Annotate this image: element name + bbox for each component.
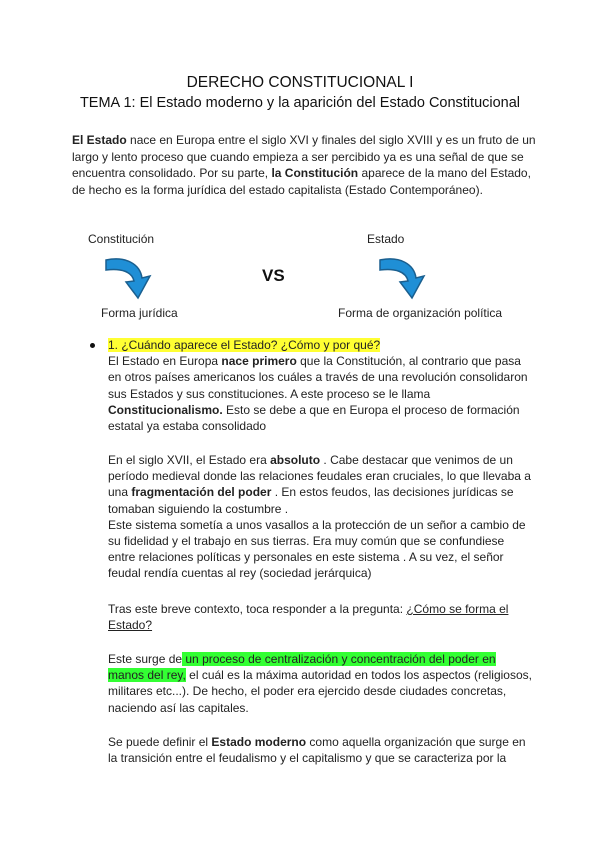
paragraph-6 bbox=[108, 734, 533, 766]
intro-bold-constitucion: la Constitución bbox=[271, 166, 359, 180]
p6-text-a: Se puede definir el bbox=[108, 735, 212, 749]
p5-text-a: Este surge de bbox=[108, 652, 183, 666]
intro-text-1: nace en Europa entre el siglo XVI y finales del siglo XVIII y es un fruto de un largo y lento proceso que cuando empieza a ser percibido ya es una señal de que se encuentra consolidado. Por su parte, bbox=[72, 133, 536, 180]
paragraph-1 bbox=[108, 353, 533, 434]
question-heading bbox=[108, 337, 533, 353]
paragraph-4 bbox=[108, 601, 533, 633]
diagram-label-estado: Estado bbox=[367, 232, 405, 246]
p4-underlined-question: ¿Cómo se forma el Estado? bbox=[108, 602, 509, 633]
intro-text-2: aparece de la mano del Estado, de hecho es la forma jurídica del estado capitalista (Estado Contemporáneo). bbox=[72, 166, 531, 197]
p1-text-e: Esto se debe a que en Europa el proceso de formación estatal ya estaba consolidado bbox=[108, 402, 520, 434]
p2-text-e: . En estos feudos, las decisiones jurídicas se tomaban siguiendo la costumbre . bbox=[108, 485, 514, 516]
paragraph-3: Este sistema sometía a unos vasallos a la protección de un señor a cambio de su fidelidad y el trabajo en sus tierras. Era muy común que se confundiese entre relaciones políticas y personales en este sistema . A su vez, el señor feudal rendía cuentas al rey (sociedad jerárquica) bbox=[108, 517, 526, 581]
p2-text-c: . Cabe destacar que venimos de un período medieval donde las relaciones feudales eran cruciales, lo que llevaba a una bbox=[108, 453, 531, 500]
p5-text-c: el cuál es la máxima autoridad en todos los aspectos (religiosos, militares etc...). De hecho, el poder era ejercido desde ciudades concretas, naciendo así las capitales. bbox=[108, 668, 532, 715]
p1-text-a: El Estado en Europa bbox=[108, 354, 222, 369]
p2-bold-fragmentacion: fragmentación del poder bbox=[131, 485, 272, 500]
curved-arrow-icon-left bbox=[104, 254, 156, 302]
versus-label: VS bbox=[262, 266, 285, 285]
p6-bold-estado-moderno: Estado moderno bbox=[211, 735, 307, 749]
intro-bold-estado: El Estado bbox=[72, 133, 127, 147]
question-section bbox=[108, 337, 533, 434]
paragraph-5 bbox=[108, 651, 533, 716]
diagram-label-constitucion: Constitución bbox=[88, 232, 155, 246]
p2-bold-absoluto: absoluto bbox=[270, 453, 321, 467]
bullet-point bbox=[90, 343, 95, 348]
p1-bold-constitucionalismo: Constitucionalismo. bbox=[108, 402, 223, 417]
diagram-label-forma-juridica: Forma jurídica bbox=[101, 306, 178, 320]
p5-highlight: un proceso de centralización y concentración del poder en manos del rey, bbox=[108, 652, 496, 683]
p2-text-a: En el siglo XVII, el Estado era bbox=[108, 453, 271, 467]
document-subtitle: TEMA 1: El Estado moderno y la aparición del Estado Constitucional bbox=[79, 95, 521, 111]
curved-arrow-icon-right bbox=[378, 254, 430, 302]
p1-bold-nace-primero: nace primero bbox=[221, 354, 297, 369]
p4-text-a: Tras este breve contexto, toca responder a la pregunta: bbox=[108, 602, 407, 616]
intro-paragraph bbox=[72, 132, 542, 198]
diagram-label-forma-organizacion: Forma de organización política bbox=[338, 306, 503, 320]
question-heading-text: 1. ¿Cuándo aparece el Estado? ¿Cómo y por qué? bbox=[108, 338, 381, 352]
p1-text-c: que la Constitución, al contrario que pasa en otros países americanos los cuáles a través de una revolución consolidaron sus Estados y sus constituciones. A este proceso se le llama bbox=[108, 354, 528, 401]
paragraph-2 bbox=[108, 452, 533, 582]
p6-text-c: como aquella organización que surge en la transición entre el feudalismo y el capitalismo y que se caracteriza por la bbox=[108, 735, 526, 766]
document-title: DERECHO CONSTITUCIONAL I bbox=[186, 74, 414, 91]
